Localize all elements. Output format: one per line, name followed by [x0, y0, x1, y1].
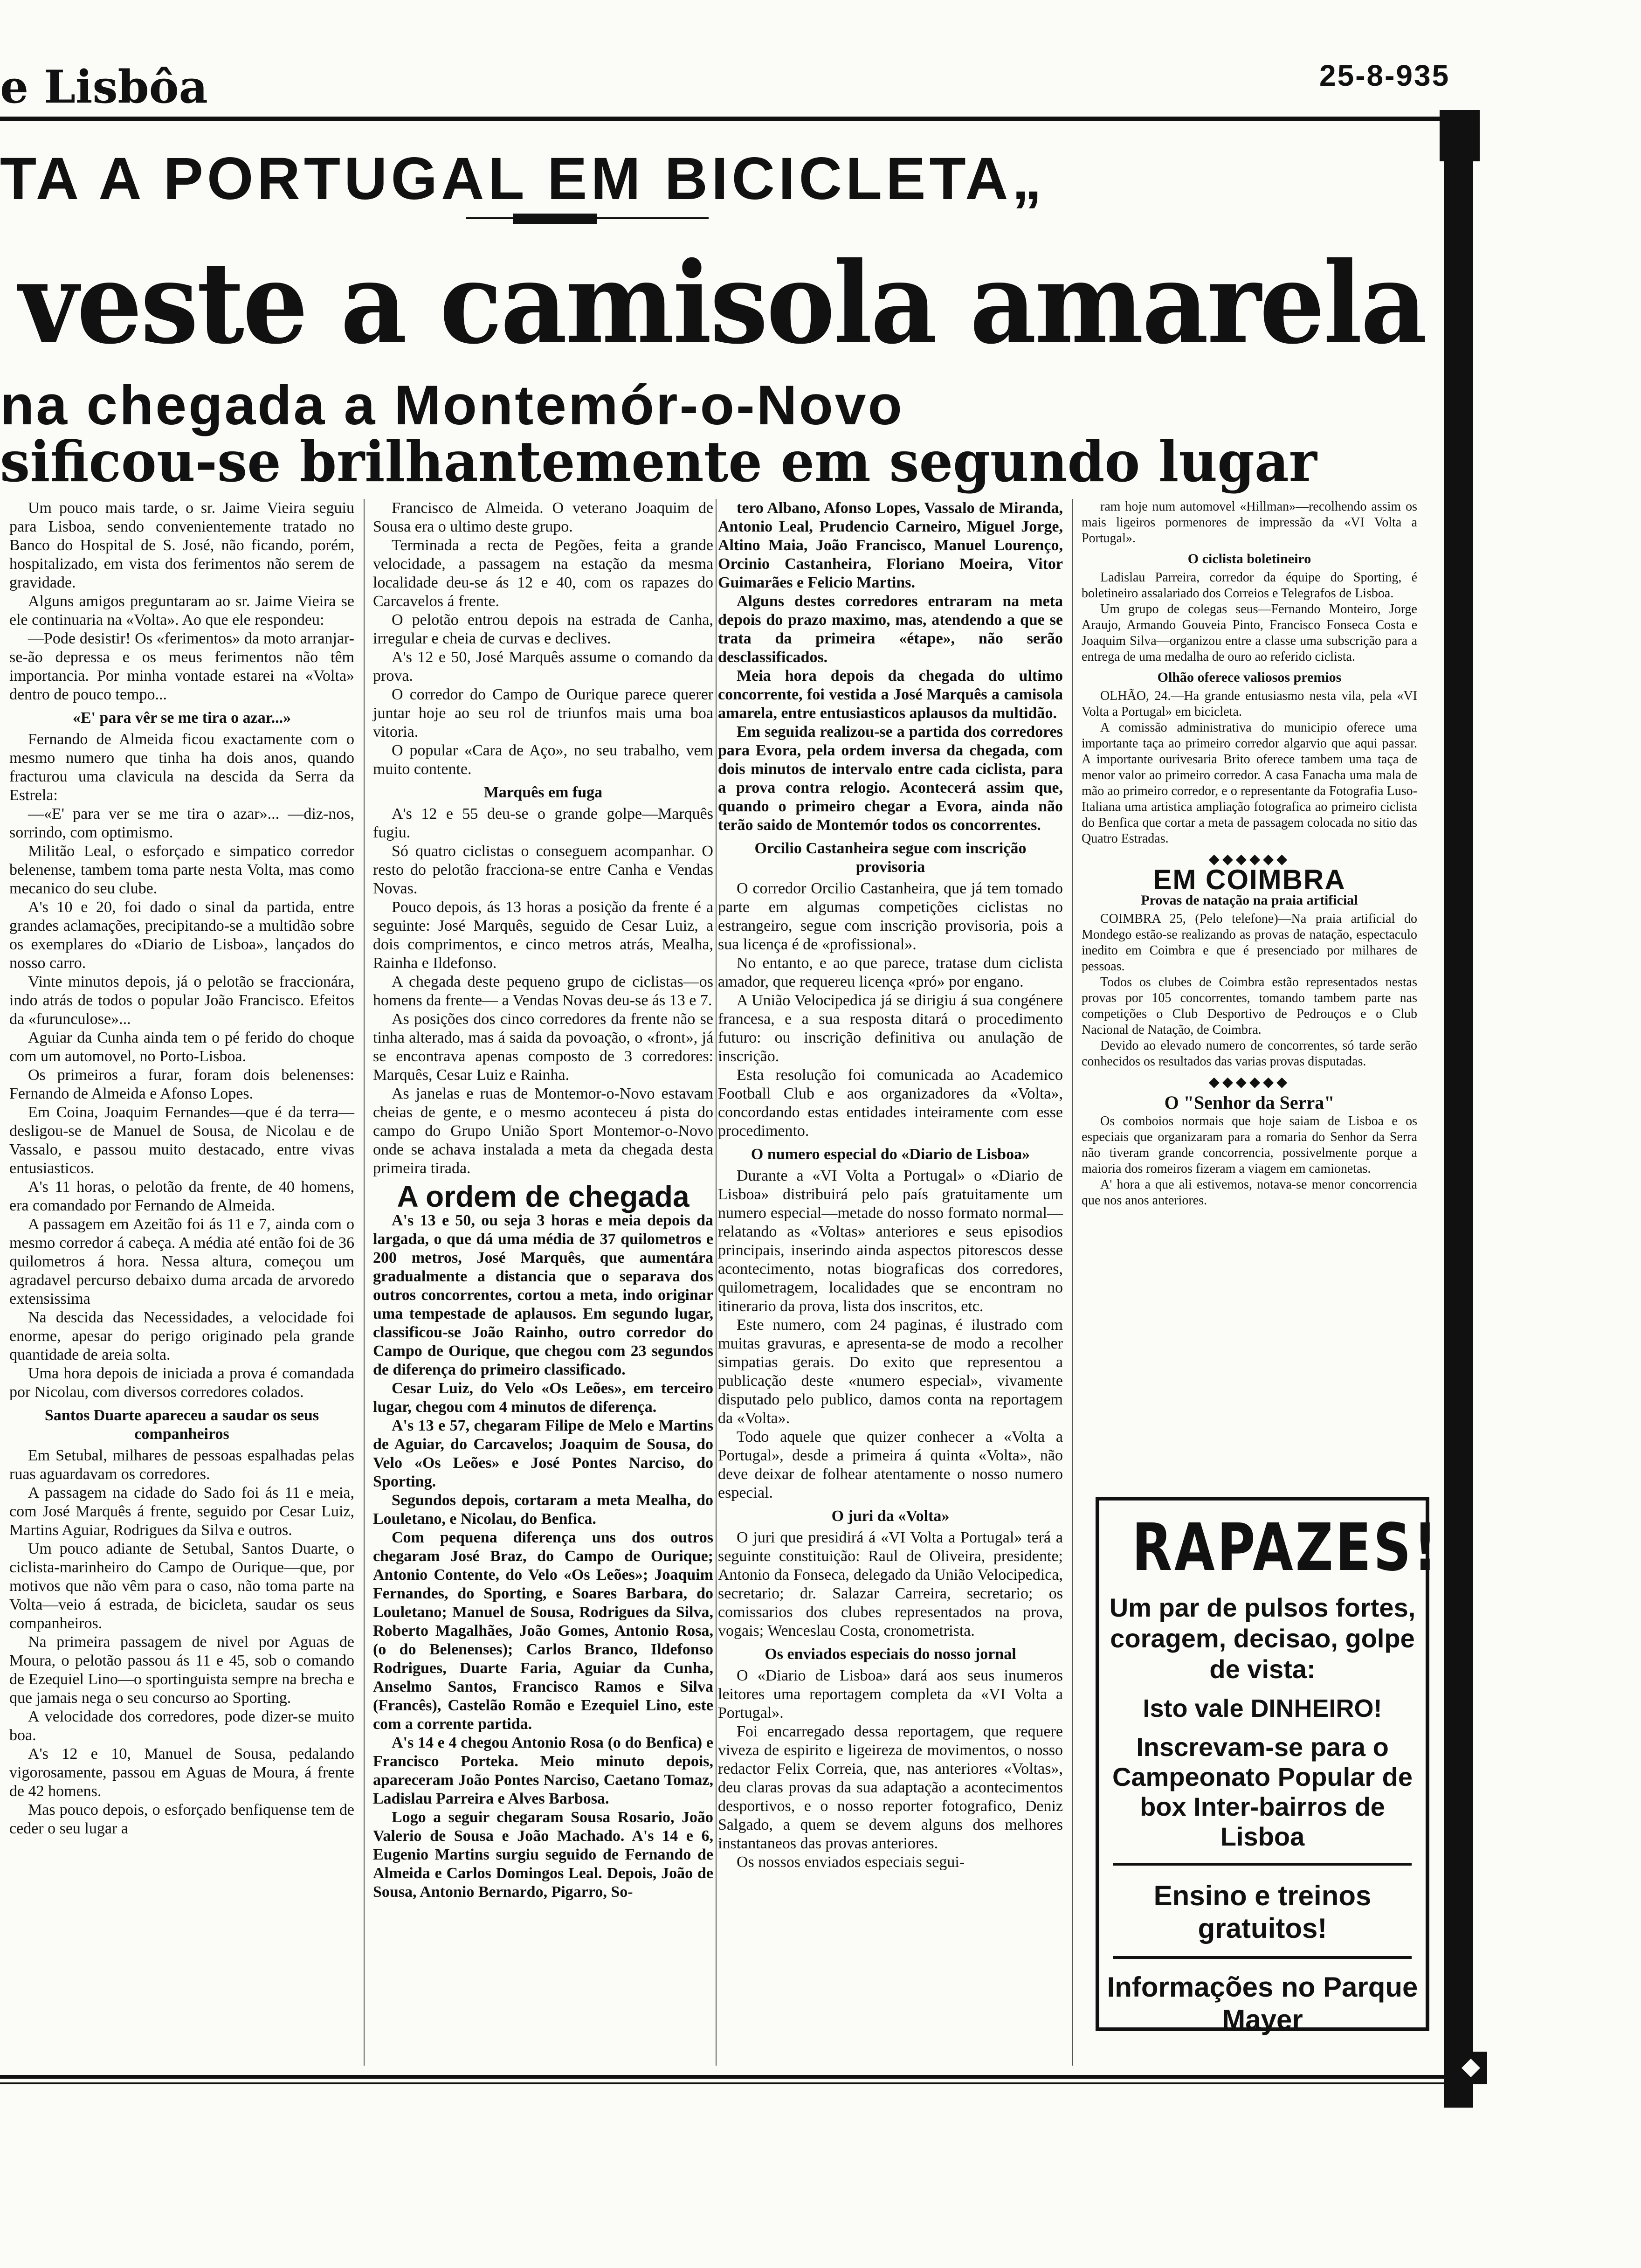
paragraph: Vinte minutos depois, já o pelotão se fraccionára, indo atrás de todos o popular João Francisco. Efeitos da «furunculose»...	[9, 973, 354, 1028]
subheading: O "Senhor da Serra"	[1164, 1092, 1335, 1113]
paragraph: Aguiar da Cunha ainda tem o pé ferido do choque com um automovel, no Porto-Lisboa.	[9, 1029, 354, 1065]
header-rule	[0, 117, 1445, 121]
paragraph: OLHÃO, 24.—Ha grande entusiasmo nesta vila, pela «VI Volta a Portugal» em bicicleta.	[1082, 689, 1417, 719]
paragraph: tero Albano, Afonso Lopes, Vassalo de Miranda, Antonio Leal, Prudencio Carneiro, Miguel Jorge, Altino Maia, João Francisco, Manuel Lourenço, Orcinio Castanheira, Floriano Moeira, Vitor Guimarães e Felicio Martins.	[718, 499, 1063, 591]
masthead-date: 25-8-935	[1319, 59, 1450, 92]
paragraph: A's 14 e 4 chegou Antonio Rosa (o do Benfica) e Francisco Porteka. Meio minuto depois, apareceram João Pontes Narciso, Caetano Tomaz, Ladislau Parreira e Alves Barbosa.	[373, 1734, 713, 1807]
paragraph: Logo a seguir chegaram Sousa Rosario, João Valerio de Sousa e João Machado. A's 14 e 6, Eugenio Martins surgiu seguido de Fernando de Almeida e Carlos Domingos Leal. Depois, João de Sousa, Antonio Bernardo, Pigarro, So-	[373, 1809, 713, 1901]
footer-rule-thin	[0, 2082, 1445, 2084]
subheading: O juri da «Volta»	[831, 1507, 950, 1525]
column-divider	[364, 499, 365, 2066]
paragraph: Em seguida realizou-se a partida dos corredores para Evora, pela ordem inversa da chegada, com dois minutos de intervalo entre cada ciclista, para a prova contra relogio. Acontecerá assim que, quando o primeiro chegar a Evora, ainda não terão saido de Montemór todos os concorrentes.	[718, 723, 1063, 834]
subheading: O ciclista boletineiro	[1187, 551, 1311, 567]
article-column-4	[1082, 499, 1417, 1209]
subheading: Orcilio Castanheira segue com inscrição provisoria	[754, 840, 1027, 876]
paragraph: No entanto, e ao que parece, tratase dum ciclista amador, que requereu licença «pró» por engano.	[718, 954, 1063, 990]
paragraph: Ladislau Parreira, corredor da équipe do Sporting, é boletineiro assalariado dos Correios e Telegrafos de Lisboa.	[1082, 570, 1417, 601]
paragraph: A passagem na cidade do Sado foi ás 11 e meia, com José Marquês á frente, seguido por Cesar Luiz, Martins Aguiar, Rodrigues da Silva e outros.	[9, 1484, 354, 1539]
deck-line-1: na chegada a Montemór-o-Novo	[0, 374, 904, 436]
ornament-divider: ◆◆◆◆◆◆	[1208, 851, 1290, 867]
ad-line: Ensino e treinos gratuitos!	[1153, 1880, 1372, 1944]
ad-divider	[1113, 1956, 1412, 1959]
paragraph: Meia hora depois da chegada do ultimo concorrente, foi vestida a José Marquês a camisola amarela, entre entusiasticos aplausos da multidão.	[718, 667, 1063, 722]
paragraph: —Pode desistir! Os «ferimentos» da moto arranjar-se-ão depressa e os meus ferimentos não têm importancia. Por minha vontade estarei na «Volta» dentro de pouco tempo...	[9, 630, 354, 703]
paragraph: Durante a «VI Volta a Portugal» o «Diario de Lisboa» distribuirá pelo país gratuitamente um numero especial—metade do nosso formato normal—relatando as «Voltas» anteriores e seus episodios principais, inserindo ainda aspectos pitorescos desse acontecimento, notas biograficas dos corredores, quilometragem, localidades que se encontram no itinerario da prova, lista dos inscritos, etc.	[718, 1167, 1063, 1315]
right-margin-block	[1440, 110, 1480, 161]
paragraph: A's 12 e 55 deu-se o grande golpe—Marquês fugiu.	[373, 805, 713, 841]
deck-line-2: sificou-se brilhantemente em segundo lugar	[0, 429, 1317, 495]
paragraph: Pouco depois, ás 13 horas a posição da frente é a seguinte: José Marquês, seguido de Cesar Luiz, a dois comprimentos, e cinco metros atrás, Mealha, Rainha e Ildefonso.	[373, 899, 713, 972]
paragraph: Os comboios normais que hoje saiam de Lisboa e os especiais que organizaram para a romaria do Senhor da Serra não tiveram grande concorrencia, possivelmente porque a maioria dos romeiros fizeram a viagem em camionetas.	[1082, 1114, 1417, 1176]
paragraph: Em Coina, Joaquim Fernandes—que é da terra—desligou-se de Manuel de Sousa, de Nicolau e de Vassalo, e passou muito destacado, entre vivas entusiasticos.	[9, 1104, 354, 1177]
column-divider	[1072, 499, 1073, 2066]
paragraph: Este numero, com 24 paginas, é ilustrado com muitas gravuras, e apresenta-se de modo a recolher simpatias gerais. Do exito que representou a publicação deste «numero especial», vivamente disputado pelo publico, damos conta na reportagem da «Volta».	[718, 1316, 1063, 1427]
paragraph: Francisco de Almeida. O veterano Joaquim de Sousa era o ultimo deste grupo.	[373, 499, 713, 535]
subheading: Provas de natação na praia artificial	[1141, 892, 1358, 908]
paragraph: Esta resolução foi comunicada ao Academico Football Club e aos organizadores da «Volta», concordando estas entidades inteiramente com esse procedimento.	[718, 1066, 1063, 1140]
paragraph: Um pouco mais tarde, o sr. Jaime Vieira seguiu para Lisboa, sendo convenientemente tratado no Banco do Hospital de S. José, não ficando, porém, hospitalizado, em vista dos ferimentos não serem de gravidade.	[9, 499, 354, 591]
subheading: Santos Duarte apareceu a saudar os seus companheiros	[44, 1407, 319, 1443]
subheading: O numero especial do «Diario de Lisboa»	[751, 1146, 1030, 1163]
paragraph: Todo aquele que quizer conhecer a «Volta a Portugal», desde a primeira á quinta «Volta», não deve deixar de folhear atentamente o nosso numero especial.	[718, 1428, 1063, 1501]
ad-line: Um par de pulsos fortes, coragem, decisao, golpe de vista:	[1109, 1593, 1416, 1684]
paragraph: Militão Leal, o esforçado e simpatico corredor belenense, tambem toma parte nesta Volta, mas como mecanico do seu clube.	[9, 843, 354, 897]
subheading: Marquês em fuga	[483, 784, 603, 801]
paragraph: As posições dos cinco corredores da frente não se tinha alterado, mas á saida da povoação, o «front», já se encontrava apenas composto de 3 corredores: Marquês, Cesar Luiz e Rainha.	[373, 1010, 713, 1084]
paragraph: Em Setubal, milhares de pessoas espalhadas pelas ruas aguardavam os corredores.	[9, 1447, 354, 1483]
paragraph: O juri que presidirá á «VI Volta a Portugal» terá a seguinte constituição: Raul de Oliveira, presidente; Antonio da Fonseca, delegado da União Velocipedica, secretario; dr. Salazar Carreira, secretario; os comissarios dos clubes representados na prova, vogais; Wenceslau Costa, cronometrista.	[718, 1529, 1063, 1639]
paragraph: Um pouco adiante de Setubal, Santos Duarte, o ciclista-marinheiro do Campo de Ourique—que, por motivos que não vêm para o caso, não toma parte na Volta—veio á estrada, de bicicleta, saudar os seus companheiros.	[9, 1540, 354, 1632]
paragraph: A's 11 horas, o pelotão da frente, de 40 homens, era comandado por Fernando de Almeida.	[9, 1178, 354, 1214]
footer-rule	[0, 2075, 1445, 2079]
paragraph: A's 12 e 10, Manuel de Sousa, pedalando vigorosamente, passou em Aguas de Moura, á frente de 42 homens.	[9, 1745, 354, 1800]
section-heading: A ordem de chegada	[397, 1180, 689, 1213]
article-column-3	[718, 499, 1063, 1872]
right-margin-bar	[1444, 117, 1473, 2108]
paragraph: O corredor Orcilio Castanheira, que já tem tomado parte em algumas competições ciclistas no estrangeiro, segue com inscrição provisoria, pois a sua licença é de «profissional».	[718, 880, 1063, 953]
ad-title: RAPAZES!	[1132, 1510, 1440, 1586]
paragraph: Com pequena diferença uns dos outros chegaram José Braz, do Campo de Ourique; Antonio Contente, do Velo «Os Leões»; Joaquim Fernandes, do Sporting, e Soares Barbara, do Louletano; Manuel de Sousa, Rodrigues da Silva, Roberto Magalhães, João Gomes, Antonio Rosa, (o do Belenenses); Carlos Branco, Ildefonso Rodrigues, Duarte Faria, Aguiar da Cunha, Anselmo Santos, Francisco Ramos e Silva (Francês), Castelão Romão e Ezequiel Lino, este com a corrente partida.	[373, 1529, 713, 1733]
paragraph: Mas pouco depois, o esforçado benfiquense tem de ceder o seu lugar a	[9, 1801, 354, 1837]
paragraph: A velocidade dos corredores, pode dizer-se muito boa.	[9, 1708, 354, 1744]
paragraph: Alguns amigos preguntaram ao sr. Jaime Vieira se ele continuaria na «Volta». Ao que ele respondeu:	[9, 593, 354, 629]
paragraph: Todos os clubes de Coimbra estão representados nestas provas por 105 concorrentes, tomando tambem parte nas competições o Club Desportivo de Pedrouços e o Club Nacional de Natação, de Coimbra.	[1082, 975, 1417, 1037]
paragraph: Cesar Luiz, do Velo «Os Leões», em terceiro lugar, chegou com 4 minutos de diferença.	[373, 1380, 713, 1416]
subheading: «E' para vêr se me tira o azar...»	[72, 709, 291, 726]
paragraph: A passagem em Azeitão foi ás 11 e 7, ainda com o mesmo corredor á cabeça. A média até então foi de 36 quilometros á hora. Nessa altura, começou um agradavel percurso debaixo duma arcada de arvoredo extensissima	[9, 1216, 354, 1307]
paragraph: Só quatro ciclistas o conseguem acompanhar. O resto do pelotão fracciona-se entre Canha e Vendas Novas.	[373, 843, 713, 897]
column-divider	[716, 499, 717, 2066]
kicker-rule-bold	[513, 214, 597, 224]
paragraph: Uma hora depois de iniciada a prova é comandada por Nicolau, com diversos corredores colados.	[9, 1365, 354, 1401]
subheading: Olhão oferece valiosos premios	[1157, 670, 1342, 685]
paragraph: Um grupo de colegas seus—Fernando Monteiro, Jorge Araujo, Armando Gouveia Pinto, Francisco Fonseca Costa e Joaquim Silva—organizou entre a classe uma subscrição para a entrega de uma medalha de ouro ao referido ciclista.	[1082, 602, 1417, 664]
paragraph: O pelotão entrou depois na estrada de Canha, irregular e cheia de curvas e declives.	[373, 611, 713, 647]
paragraph: Alguns destes corredores entraram na meta depois do prazo maximo, mas, atendendo a que se trata da primeira «étape», não serão desclassificados.	[718, 593, 1063, 666]
ad-line: Informações no Parque Mayer	[1107, 1971, 1418, 2035]
ornament-divider: ◆◆◆◆◆◆	[1208, 1074, 1290, 1090]
paragraph: A's 13 e 57, chegaram Filipe de Melo e Martins de Aguiar, do Carcavelos; Joaquim de Sousa, do Velo «Os Leões» e José Pontes Narciso, do Sporting.	[373, 1417, 713, 1490]
article-column-1	[9, 499, 354, 1838]
subheading: Os enviados especiais do nosso jornal	[765, 1646, 1016, 1663]
paragraph: —«E' para ver se me tira o azar»... —diz-nos, sorrindo, com optimismo.	[9, 805, 354, 841]
paragraph: Fernando de Almeida ficou exactamente com o mesmo numero que tinha ha dois anos, quando fracturou uma clavicula na descida da Serra da Estrela:	[9, 731, 354, 804]
boxing-advertisement	[1096, 1497, 1440, 2035]
masthead-title: e Lisbôa	[0, 61, 208, 113]
corner-ornament-icon	[1455, 2052, 1487, 2084]
paragraph: O corredor do Campo de Ourique parece querer juntar hoje ao seu rol de triunfos mais uma boa vitoria.	[373, 686, 713, 740]
paragraph: A's 13 e 50, ou seja 3 horas e meia depois da largada, o que dá uma média de 37 quilometros e 200 metros, José Marquês, que aumentára gradualmente a distancia que o separava dos outros concorrentes, cortou a meta, indo originar uma tempestade de aplausos. Em segundo lugar, classificou-se João Rainho, outro corredor do Campo de Ourique, que chegou com 23 segundos de diferença do primeiro classificado.	[373, 1212, 713, 1378]
paragraph: COIMBRA 25, (Pelo telefone)—Na praia artificial do Mondego estão-se realizando as provas de natação, espectaculo inedito em Coimbra e que é presenciado por milhares de pessoas.	[1082, 912, 1417, 974]
paragraph: Foi encarregado dessa reportagem, que requere viveza de espirito e ligeireza de movimentos, o nosso redactor Felix Correia, que, nas anteriores «Voltas», deu claras provas da sua adaptação a acontecimentos desportivos, e o nosso reporter fotografico, Deniz Salgado, a quem se devem alguns dos melhores instantaneos das provas anteriores.	[718, 1723, 1063, 1852]
paragraph: O «Diario de Lisboa» dará aos seus inumeros leitores uma reportagem completa da «VI Volta a Portugal».	[718, 1667, 1063, 1722]
kicker-headline: TA A PORTUGAL EM BICICLETA„	[0, 145, 1046, 212]
paragraph: Devido ao elevado numero de concorrentes, só tarde serão conhecidos os resultados das varias provas disputadas.	[1082, 1038, 1417, 1069]
paragraph: A comissão administrativa do municipio oferece uma importante taça ao primeiro corredor algarvio que aqui passar. A importante ourivesaria Brito oferece tambem uma taça de menor valor ao primeiro corredor. A casa Fanacha uma mala de mão ao primeiro corredor, e o representante da Fotografia Luso-Italiana uma artistica ampliação fotografica ao primeiro ciclista do Benfica que cortar a meta de passagem colocada no sitio das Quatro Estradas.	[1082, 720, 1417, 846]
paragraph: Terminada a recta de Pegões, feita a grande velocidade, a passagem na estação da mesma localidade deu-se ás 12 e 40, com os rapazes do Carcavelos á frente.	[373, 537, 713, 610]
paragraph: A's 10 e 20, foi dado o sinal da partida, entre grandes aclamações, precipitando-se a multidão sobre os exemplares do «Diario de Lisboa», lançados do nosso carro.	[9, 899, 354, 972]
paragraph: As janelas e ruas de Montemor-o-Novo estavam cheias de gente, e o mesmo aconteceu á pista do campo do Grupo União Sport Montemor-o-Novo onde se achava instalada a meta da chegada desta primeira tirada.	[373, 1085, 713, 1177]
paragraph: A chegada deste pequeno grupo de ciclistas—os homens da frente— a Vendas Novas deu-se ás 13 e 7.	[373, 973, 713, 1009]
paragraph: Os nossos enviados especiais segui-	[737, 1853, 965, 1871]
paragraph: Segundos depois, cortaram a meta Mealha, do Louletano, e Nicolau, do Benfica.	[373, 1492, 713, 1528]
ad-line: Inscrevam-se para o Campeonato Popular de box Inter-bairros de Lisboa	[1112, 1732, 1413, 1851]
paragraph: A União Velocipedica já se dirigiu á sua congénere francesa, e a sua resposta ditará o procedimento futuro: ou inscrição definitiva ou anulação de inscrição.	[718, 992, 1063, 1065]
paragraph: Na descida das Necessidades, a velocidade foi enorme, apesar do perigo originado pela grande quantidade de areia solta.	[9, 1309, 354, 1363]
article-column-2	[373, 499, 713, 1902]
ad-line: Isto vale DINHEIRO!	[1143, 1694, 1382, 1722]
paragraph: Na primeira passagem de nivel por Aguas de Moura, o pelotão passou ás 11 e 45, sob o comando de Ezequiel Lino—o sportinguista sempre na brecha e que jamais nega o seu concurso ao Sporting.	[9, 1633, 354, 1707]
paragraph: Os primeiros a furar, foram dois belenenses: Fernando de Almeida e Afonso Lopes.	[9, 1066, 354, 1102]
ad-divider	[1113, 1863, 1412, 1866]
paragraph: A' hora a que ali estivemos, notava-se menor concorrencia que nos anos anteriores.	[1082, 1177, 1417, 1208]
section-heading: EM COIMBRA	[1153, 864, 1346, 895]
paragraph: O popular «Cara de Aço», no seu trabalho, vem muito contente.	[373, 742, 713, 778]
paragraph: ram hoje num automovel «Hillman»—recolhendo assim os mais ligeiros pormenores de impressão da «VI Volta a Portugal».	[1082, 499, 1417, 546]
paragraph: A's 12 e 50, José Marquês assume o comando da prova.	[373, 649, 713, 685]
main-headline: veste a camisola amarela	[19, 237, 1426, 369]
